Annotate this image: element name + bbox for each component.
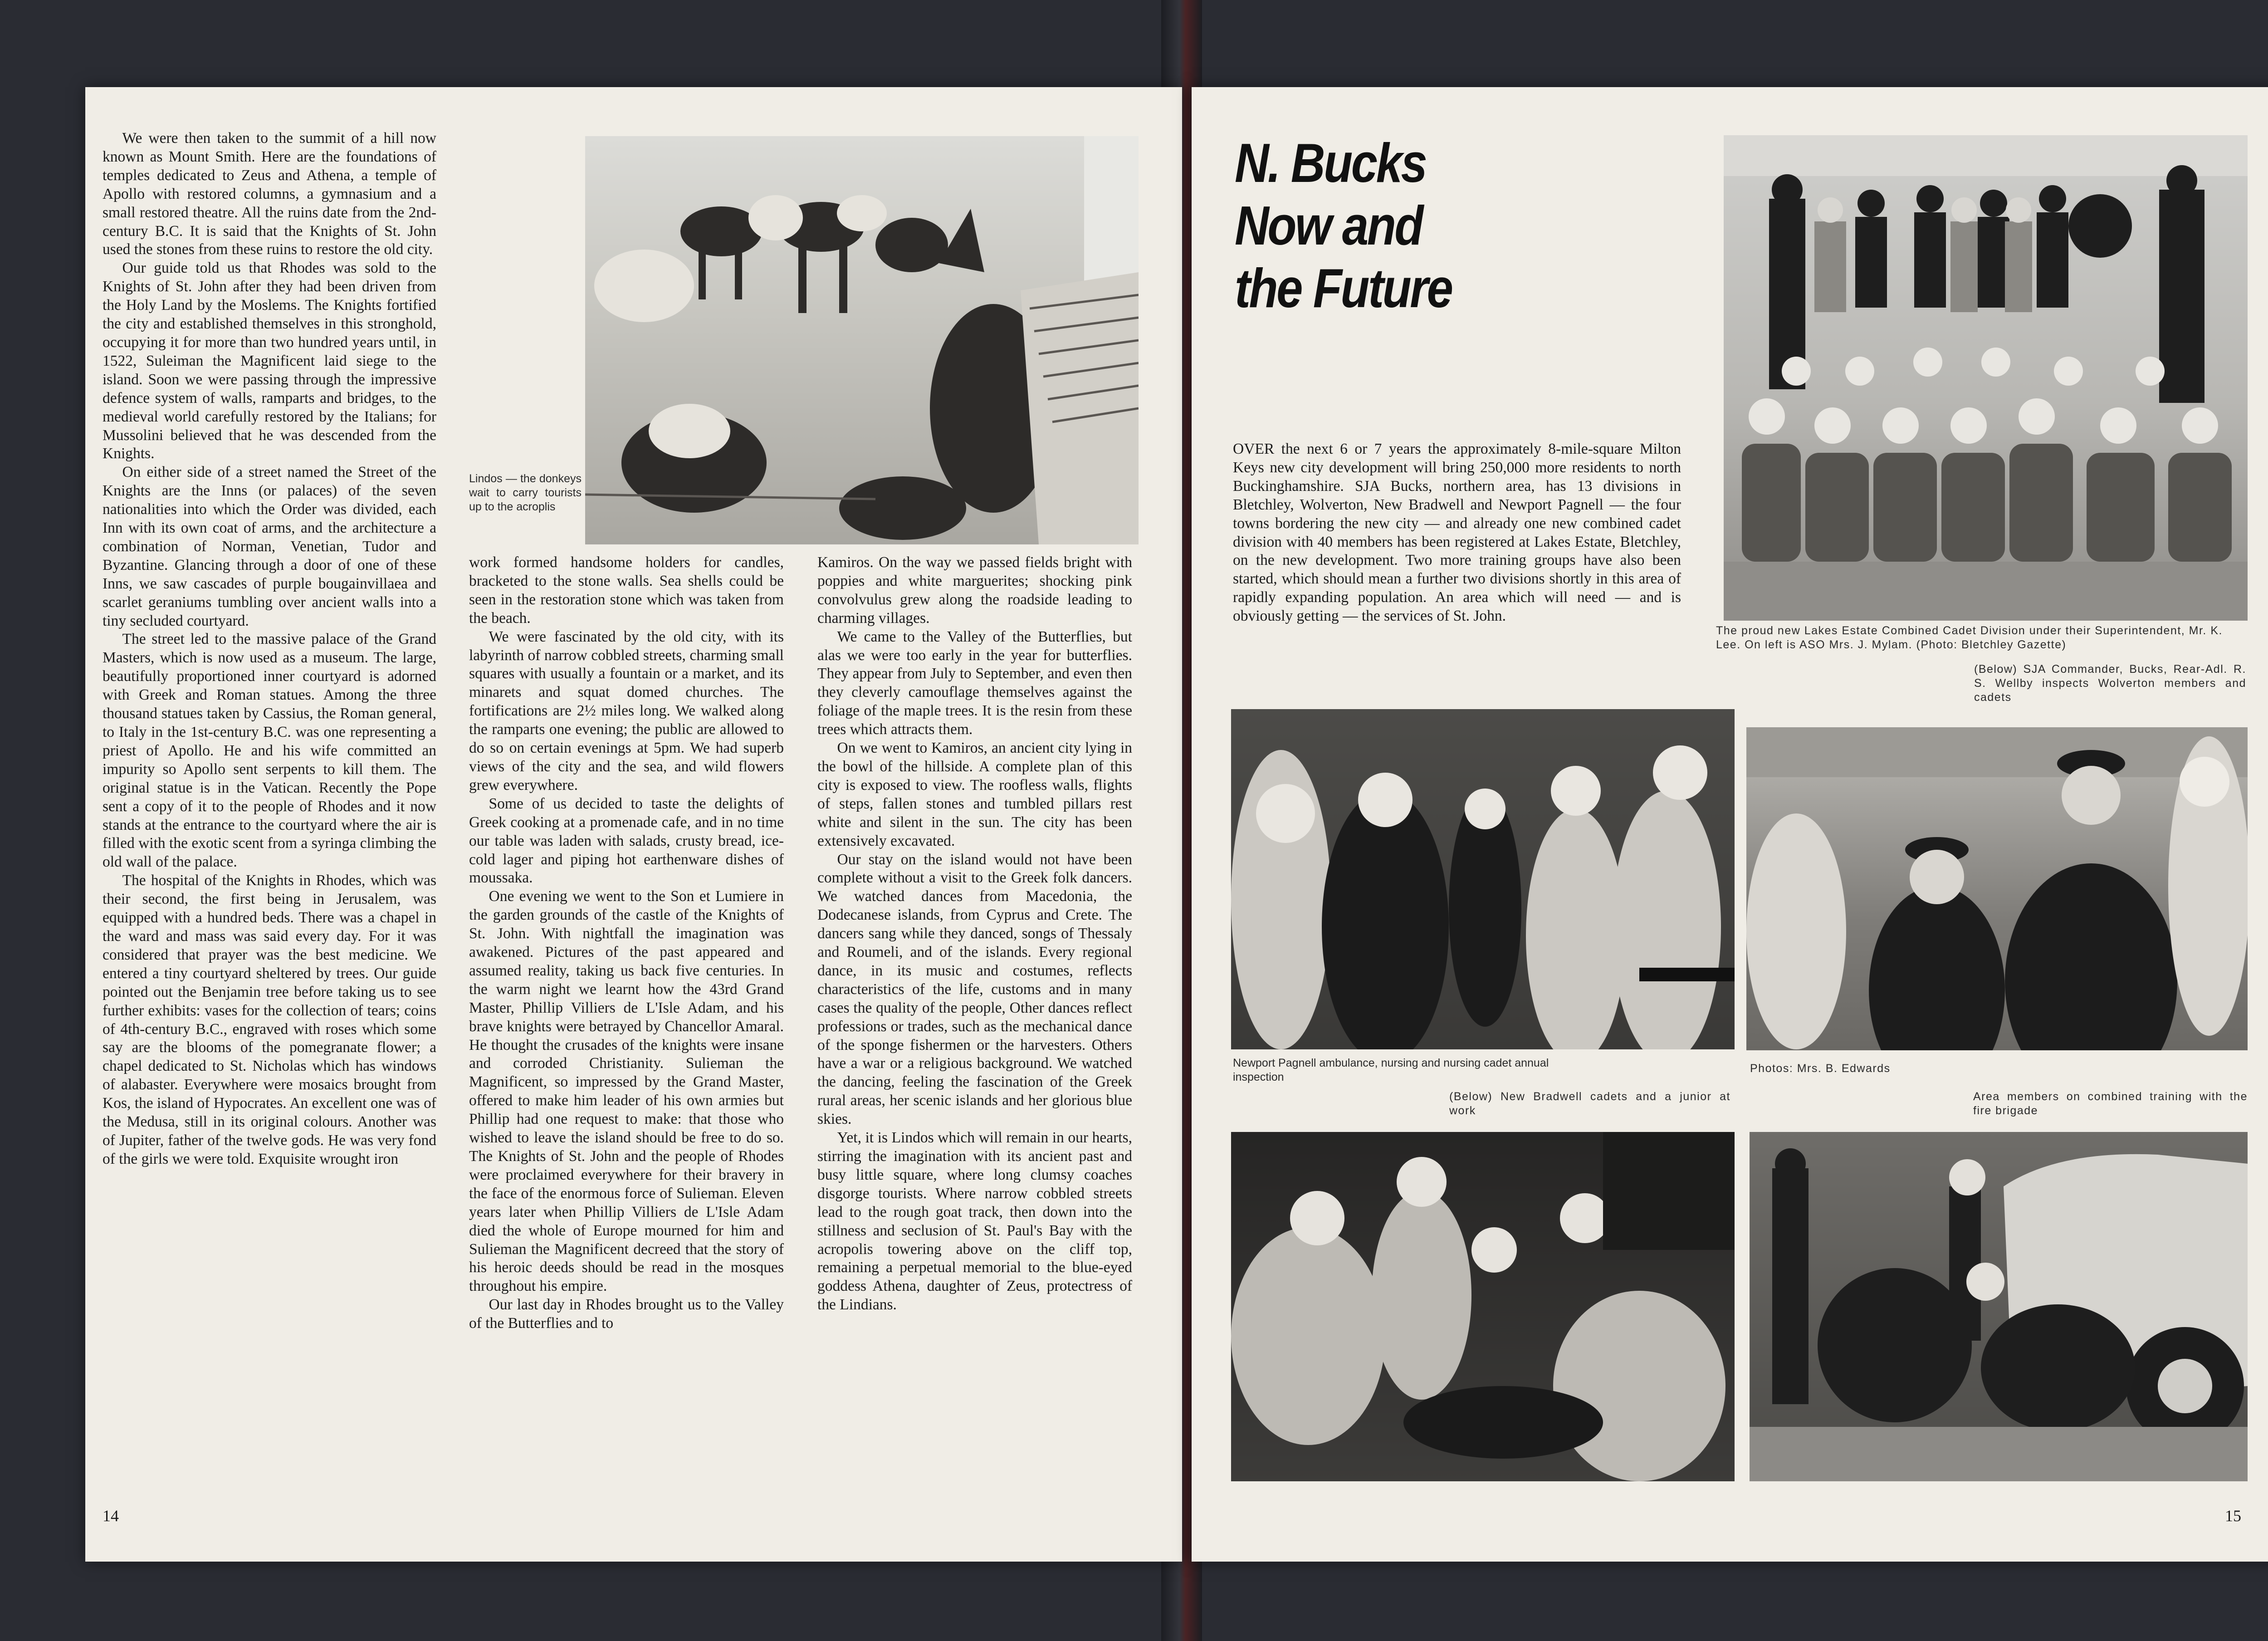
left-column-2 — [469, 554, 784, 1333]
page-number-left: 14 — [103, 1507, 119, 1525]
headline-line: the Future — [1235, 257, 1452, 319]
donkeys-illustration — [585, 136, 1139, 544]
bradwell-cadets-illustration — [1231, 1132, 1735, 1481]
commander-caption: (Below) SJA Commander, Bucks, Rear-Adl. R. S. Wellby inspects Wolverton members and cadets — [1974, 663, 2246, 704]
left-column-3 — [817, 554, 1132, 1314]
page-number-right: 15 — [2225, 1507, 2241, 1525]
photo-credit: Photos: Mrs. B. Edwards — [1750, 1062, 1891, 1075]
bradwell-caption: (Below) New Bradwell cadets and a junior at work — [1449, 1090, 1730, 1117]
headline-line: N. Bucks — [1235, 132, 1426, 194]
commander-inspection-illustration — [1746, 727, 2248, 1050]
donkeys-photo — [585, 136, 1139, 544]
cadet-group-illustration — [1724, 135, 2248, 621]
paragraph: Our guide told us that Rhodes was sold to the Knights of St. John after they had been driven from the Holy Land by the Moslems. The Knights fortified the city and established themselves in this stronghold, occupying it for more than two hundred years until, in 1522, Suleiman the Magnificent laid siege to the island. Soon we were passing through the impressive defence system of walls, ramparts and bridges, to the medieval world carefully restored by the Italians; for Mussolini believed that he was descended from the Knights. — [103, 260, 436, 462]
newport-caption: Newport Pagnell ambulance, nursing and nursing cadet annual inspection — [1233, 1057, 1549, 1083]
paragraph: On either side of a street named the Street of the Knights are the Inns (or palaces) of the seven nationalities into which the Order was divided, each Inn with its own coat of arms, and the architecture a combination of Norman, Venetian, Tudor and Byzantine. Glancing through a door of one of these Inns, we saw cascades of purple bougainvillaea and scarlet geraniums tumbling over ancient walls into a tiny secluded courtyard. — [103, 464, 436, 629]
fire-brigade-caption: Area members on combined training with the fire brigade — [1973, 1090, 2248, 1117]
fire-brigade-illustration — [1750, 1132, 2248, 1481]
paragraph: Yet, it is Lindos which will remain in our hearts, stirring the imagination with its ancient past and busy little square, where long clumsy coaches disgorge tourists. Where narrow cobbled streets lead to the rough goat track, then down into the stillness and seclusion of St. Paul's Bay with the acropolis towering above on the cliff top, remaining a perpetual memorial to the blue-eyed goddess Athena, daughter of Zeus, protectress of the Lindians. — [817, 1129, 1132, 1313]
paragraph: work formed handsome holders for candles, bracketed to the stone walls. Sea shells could be seen in the restoration stone which was taken from the beach. — [469, 554, 784, 627]
donkeys-caption: Lindos — the donkeys wait to carry tourists up to the acroplis — [469, 472, 582, 513]
paragraph: On we went to Kamiros, an ancient city lying in the bowl of the hillside. A complete plan of this city is exposed to view. The roofless walls, flights of steps, fallen stones and tumbled pillars rest white and silent in the sun. The city has been extensively excavated. — [817, 740, 1132, 849]
paragraph: One evening we went to the Son et Lumiere in the garden grounds of the castle of the Knights of St. John. With nightfall the imagination was awakened. Pictures of the past appeared and assumed reality, taking us back five centuries. In the warm night we learnt how the 43rd Grand Master, Phillip Villiers de L'Isle Adam, and his brave knights were betrayed by Chancellor Amaral. He thought the crusades of the knights were insane and corroded Christianity. Sulieman the Magnificent, so impressed by the Grand Master, offered to make him leader of his own armies but Phillip had one request to make: that those who wished to leave the island should be free to do so. The Knights of St. John and the people of Rhodes were proclaimed everywhere for their bravery in the face of the enormous force of Sulieman. Eleven years later when Phillip Villiers de L'Isle Adam died the whole of Europe mourned for him and Sulieman the Magnificent decreed that the story of his heroic deeds should be read in the mosques throughout his empire. — [469, 888, 784, 1295]
paragraph: Kamiros. On the way we passed fields bright with poppies and white marguerites; shocking pink convolvulus grew along the roadside leading to charming villages. — [817, 554, 1132, 627]
paragraph: Some of us decided to taste the delights of Greek cooking at a promenade cafe, and in no time our table was laden with salads, crusty bread, ice-cold lager and piping hot earthenware dishes of moussaka. — [469, 795, 784, 887]
article-headline — [1235, 132, 1508, 319]
commander-inspection-photo — [1746, 727, 2248, 1050]
paragraph: Our last day in Rhodes brought us to the Valley of the Butterflies and to — [469, 1296, 784, 1332]
fire-brigade-photo — [1750, 1132, 2248, 1481]
newport-inspection-illustration — [1231, 709, 1735, 1049]
paragraph: The street led to the massive palace of the Grand Masters, which is now used as a museum. The large, beautifully proportioned inner courtyard is adorned with Greek and Roman statues. Among the three thousand statues taken by Cassius, the Roman general, to Italy in the 1st-century B.C. was one representing a priest of Apollo. He and his wife committed an impurity so Apollo sent serpents to kill them. The original statue is in the Vatican. Recently the Pope sent a copy of it to the people of Rhodes and it now stands at the entrance to the courtyard where the air is filled with the exotic scent from a syringa climbing the old wall of the palace. — [103, 631, 436, 871]
headline-line: Now and — [1235, 195, 1422, 256]
bradwell-cadets-photo — [1231, 1132, 1735, 1481]
paragraph: The hospital of the Knights in Rhodes, which was their second, the first being in Jerusalem, was equipped with a hundred beds. There was a chapel in the ward and mass was said every day. For it was considered that prayer was the best medicine. We entered a tiny courtyard sheltered by trees. Our guide pointed out the Benjamin tree before taking us to see further exhibits: vases for the collection of tears; coins of 4th-century B.C., engraved with roses which some say are the blooms of the pomegranate flower; a chapel dedicated to St. Nicholas which has windows of alabaster. Everywhere were mosaics brought from Kos, the island of Hypocrates. An excellent one was of the Medusa, still in its original colours. Another was of Jupiter, father of the twelve gods. He was very fond of the girls we were told. Exquisite wrought iron — [103, 872, 436, 1167]
paragraph: We came to the Valley of the Butterflies, but alas we were too early in the year for butterflies. They appear from July to September, and even then they cleverly camouflage themselves against the foliage of the maple trees. It is the resin from these trees which attracts them. — [817, 628, 1132, 738]
paragraph: Our stay on the island would not have been complete without a visit to the Greek folk dancers. We watched dances from Macedonia, the Dodecanese islands, from Cyprus and Crete. The dancers sang while they danced, songs of Thessaly and Roumeli, and of the islands. Every regional dance, in its music and costumes, reflects characteristics of the life, customs and in many cases the quality of the people, Other dances reflect professions or trades, such as the mechanical dance of the sponge fishermen or the harvesters. Others have a war or a religious background. We watched the dancing, feeling the fascination of the Greek rural areas, her scenic islands and her glorious blue skies. — [817, 851, 1132, 1128]
article-intro — [1233, 440, 1681, 626]
paragraph: We were then taken to the summit of a hill now known as Mount Smith. Here are the foundations of temples dedicated to Zeus and Athena, a temple of Apollo with restored columns, a gymnasium and a small restored theatre. All the ruins date from the 2nd-century B.C. It is said that the Knights of St. John used the stones from these ruins to restore the old city. — [103, 130, 436, 258]
paragraph: We were fascinated by the old city, with its labyrinth of narrow cobbled streets, charming small squares with usually a fountain or a market, and its minarets and squat domed churches. The fortifications are 2½ miles long. We walked along the ramparts one evening; the public are allowed to do so on certain evenings at 5pm. We had superb views of the city and the sea, and wild flowers grew everywhere. — [469, 628, 784, 794]
cadet-group-photo — [1724, 135, 2248, 621]
group-photo-caption: The proud new Lakes Estate Combined Cadet Division under their Superintendent, Mr. K. Lee. On left is ASO Mrs. J. Mylam. (Photo: Bletchley Gazette) — [1716, 624, 2223, 651]
newport-inspection-photo — [1231, 709, 1735, 1049]
left-column-1 — [103, 129, 436, 1169]
paragraph: OVER the next 6 or 7 years the approximately 8-mile-square Milton Keys new city development will bring 250,000 more residents to north Buckinghamshire. SJA Bucks, northern area, has 13 divisions in Bletchley, Wolverton, New Bradwell and Newport Pagnell — the four towns bordering the new city — and already one new combined cadet division with 40 members has been registered at Lakes Estate, Bletchley, on the new development. Two more training groups have also been started, which should mean a further two divisions shortly in this area of rapidly expanding population. An area which will need — and is obviously getting — the services of St. John. — [1233, 441, 1681, 625]
